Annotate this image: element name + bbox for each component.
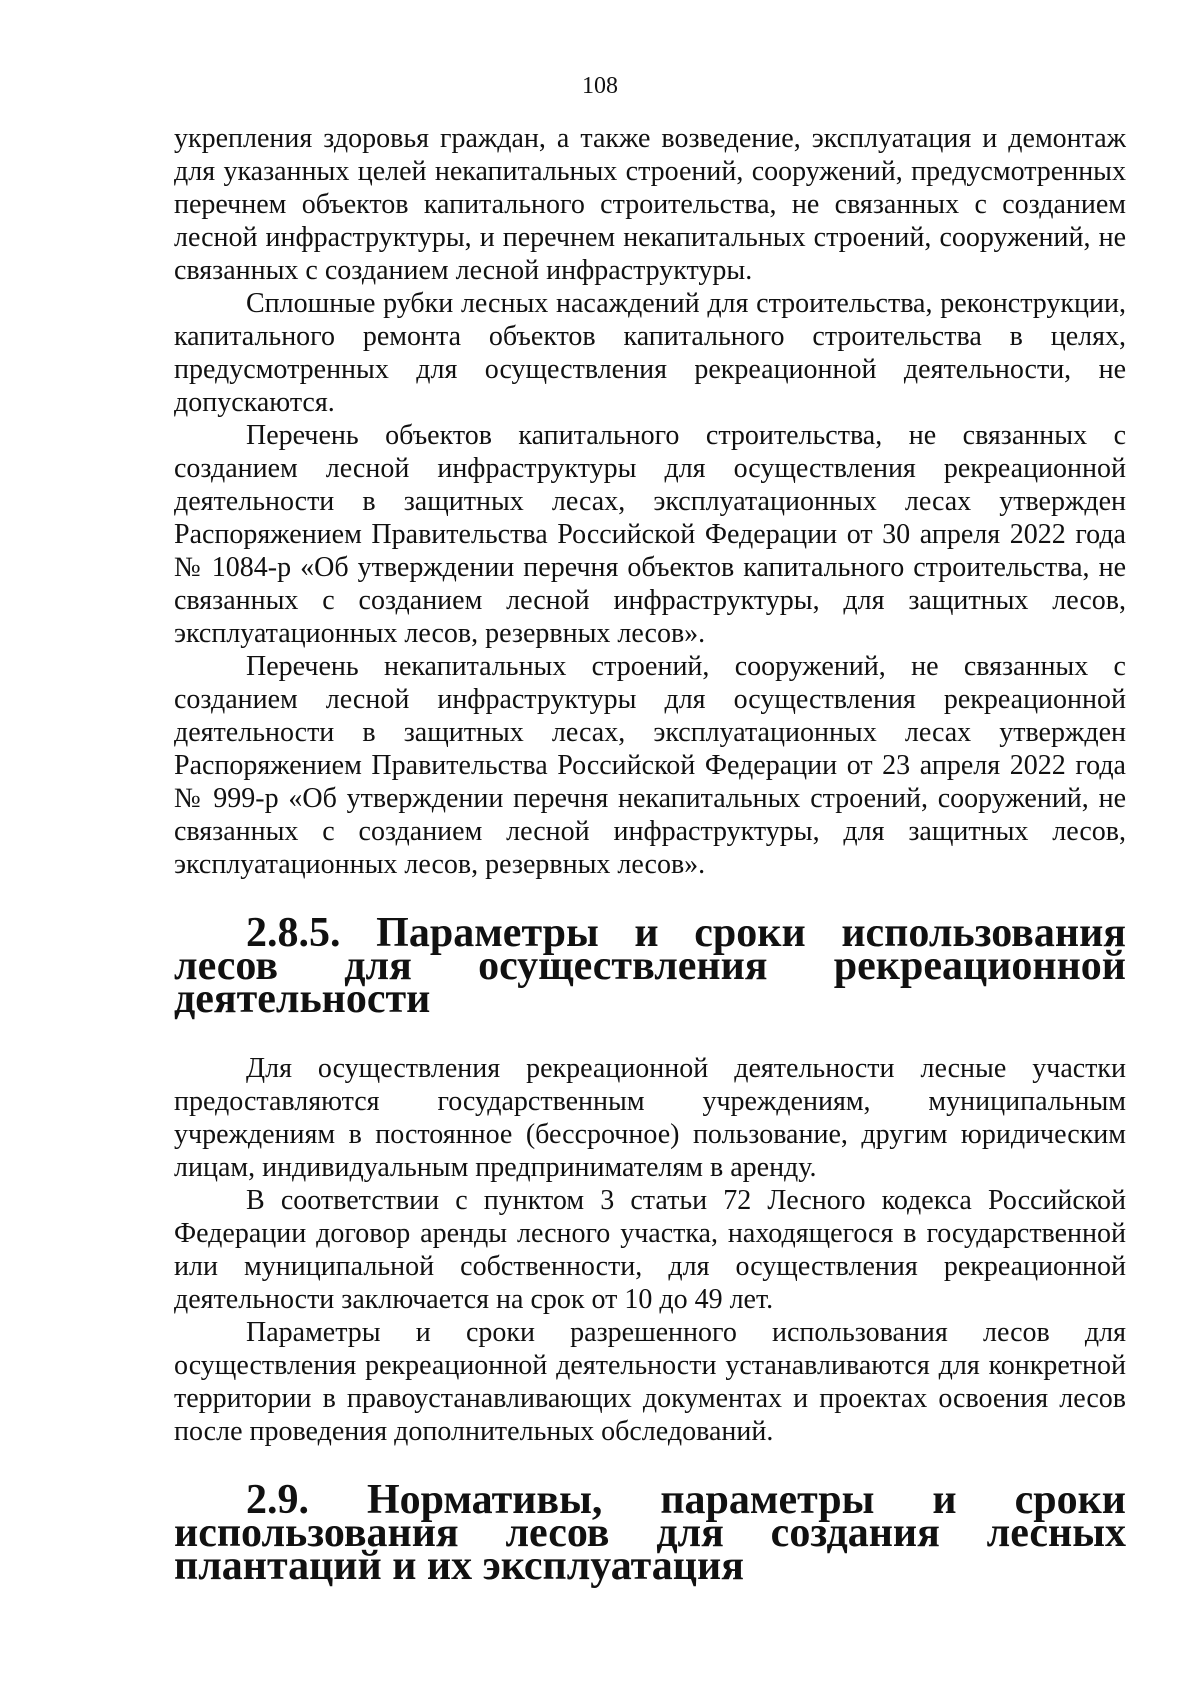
- page-body: [174, 122, 1126, 1589]
- section-heading-2-8-5: 2.8.5. Параметры и сроки использования лесов для осуществления рекреационной деятельности: [174, 910, 1126, 1022]
- paragraph-parameters: Параметры и сроки разрешенного использования лесов для осуществления рекреационной деятельности устанавливаются для конкретной территории в правоустанавливающих документах и проектах освоения лесов после проведения дополнительных обследований.: [174, 1317, 1126, 1447]
- page-number: 108: [582, 73, 618, 99]
- paragraph-clearcut-prohibition: Сплошные рубки лесных насаждений для строительства, реконструкции, капитального ремонта объектов капитального строительства в целях, предусмотренных для осуществления рекреационной деятельности, не допускаются.: [174, 288, 1126, 418]
- paragraph-continuation: укрепления здоровья граждан, а также возведение, эксплуатация и демонтаж для указанных целей некапитальных строений, сооружений, предусмотренных перечнем объектов капитального строительства, не связанных с созданием лесной инфраструктуры, и перечнем некапитальных строений, сооружений, не связанных с созданием лесной инфраструктуры.: [174, 123, 1126, 286]
- paragraph-capital-objects-list: Перечень объектов капитального строительства, не связанных с созданием лесной инфраструктуры для осуществления рекреационной деятельности в защитных лесах, эксплуатационных лесах утвержден Распоряжением Правительства Российской Федерации от 30 апреля 2022 года № 1084-р «Об утверждении перечня объектов капитального строительства, не связанных с созданием лесной инфраструктуры, для защитных лесов, эксплуатационных лесов, резервных лесов».: [174, 420, 1126, 649]
- section-heading-2-9: 2.9. Нормативы, параметры и сроки использования лесов для создания лесных плантаций и их эксплуатация: [174, 1477, 1126, 1589]
- paragraph-lease-term: В соответствии с пунктом 3 статьи 72 Лесного кодекса Российской Федерации договор аренды лесного участка, находящегося в государственной или муниципальной собственности, для осуществления рекреационной деятельности заключается на срок от 10 до 49 лет.: [174, 1185, 1126, 1315]
- paragraph-land-provision: Для осуществления рекреационной деятельности лесные участки предоставляются государственным учреждениям, муниципальным учреждениям в постоянное (бессрочное) пользование, другим юридическим лицам, индивидуальным предпринимателям в аренду.: [174, 1053, 1126, 1183]
- paragraph-noncapital-objects-list: Перечень некапитальных строений, сооружений, не связанных с созданием лесной инфраструктуры для осуществления рекреационной деятельности в защитных лесах, эксплуатационных лесах утвержден Распоряжением Правительства Российской Федерации от 23 апреля 2022 года № 999-р «Об утверждении перечня некапитальных строений, сооружений, не связанных с созданием лесной инфраструктуры, для защитных лесов, эксплуатационных лесов, резервных лесов».: [174, 651, 1126, 880]
